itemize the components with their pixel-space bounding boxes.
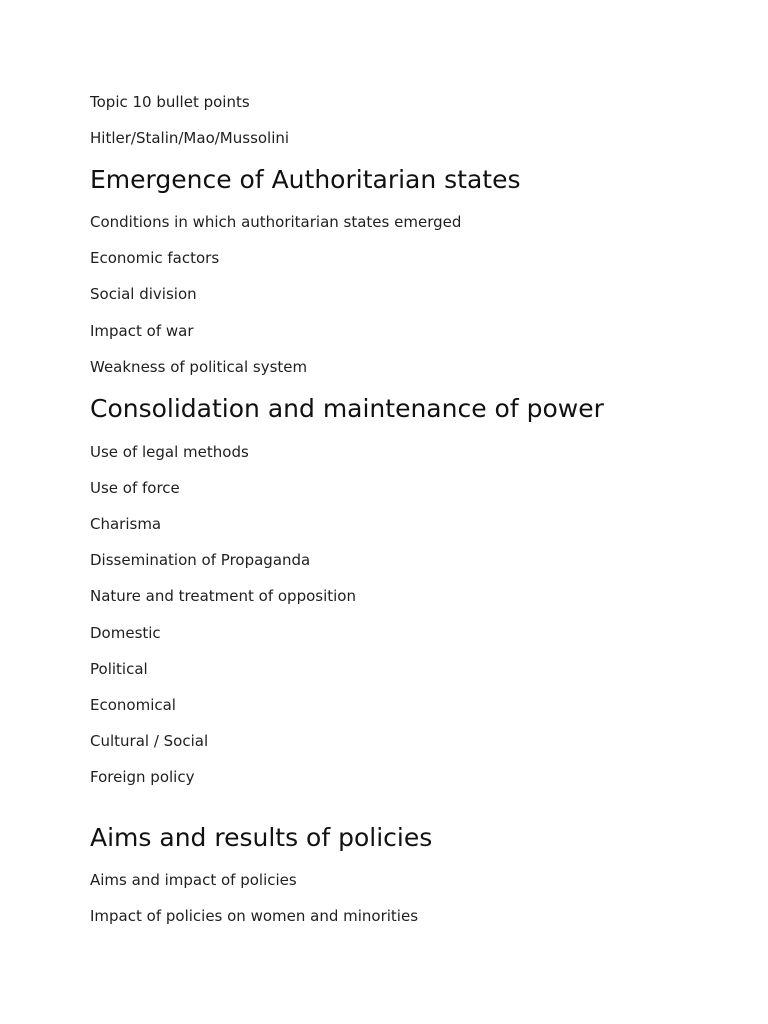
list-item: Social division (90, 285, 197, 303)
list-item: Cultural / Social (90, 732, 209, 750)
list-item: Economic factors (90, 249, 220, 267)
list-item: Use of legal methods (90, 443, 249, 461)
list-item: Use of force (90, 479, 180, 497)
list-item: Impact of war (90, 322, 194, 340)
list-item: Weakness of political system (90, 358, 308, 376)
list-item: Charisma (90, 515, 162, 533)
section-heading-consolidation: Consolidation and maintenance of power (90, 394, 604, 423)
list-item: Dissemination of Propaganda (90, 551, 311, 569)
section-heading-aims: Aims and results of policies (90, 823, 433, 852)
list-item: Aims and impact of policies (90, 871, 297, 889)
list-item: Economical (90, 696, 176, 714)
section-heading-emergence: Emergence of Authoritarian states (90, 165, 521, 194)
list-item: Foreign policy (90, 768, 195, 786)
list-item: Domestic (90, 624, 161, 642)
list-item: Political (90, 660, 148, 678)
intro-topic: Topic 10 bullet points (90, 93, 250, 111)
intro-leaders: Hitler/Stalin/Mao/Mussolini (90, 129, 290, 147)
list-item: Conditions in which authoritarian states emerged (90, 213, 462, 231)
list-item: Nature and treatment of opposition (90, 587, 356, 605)
list-item: Impact of policies on women and minorities (90, 907, 419, 925)
